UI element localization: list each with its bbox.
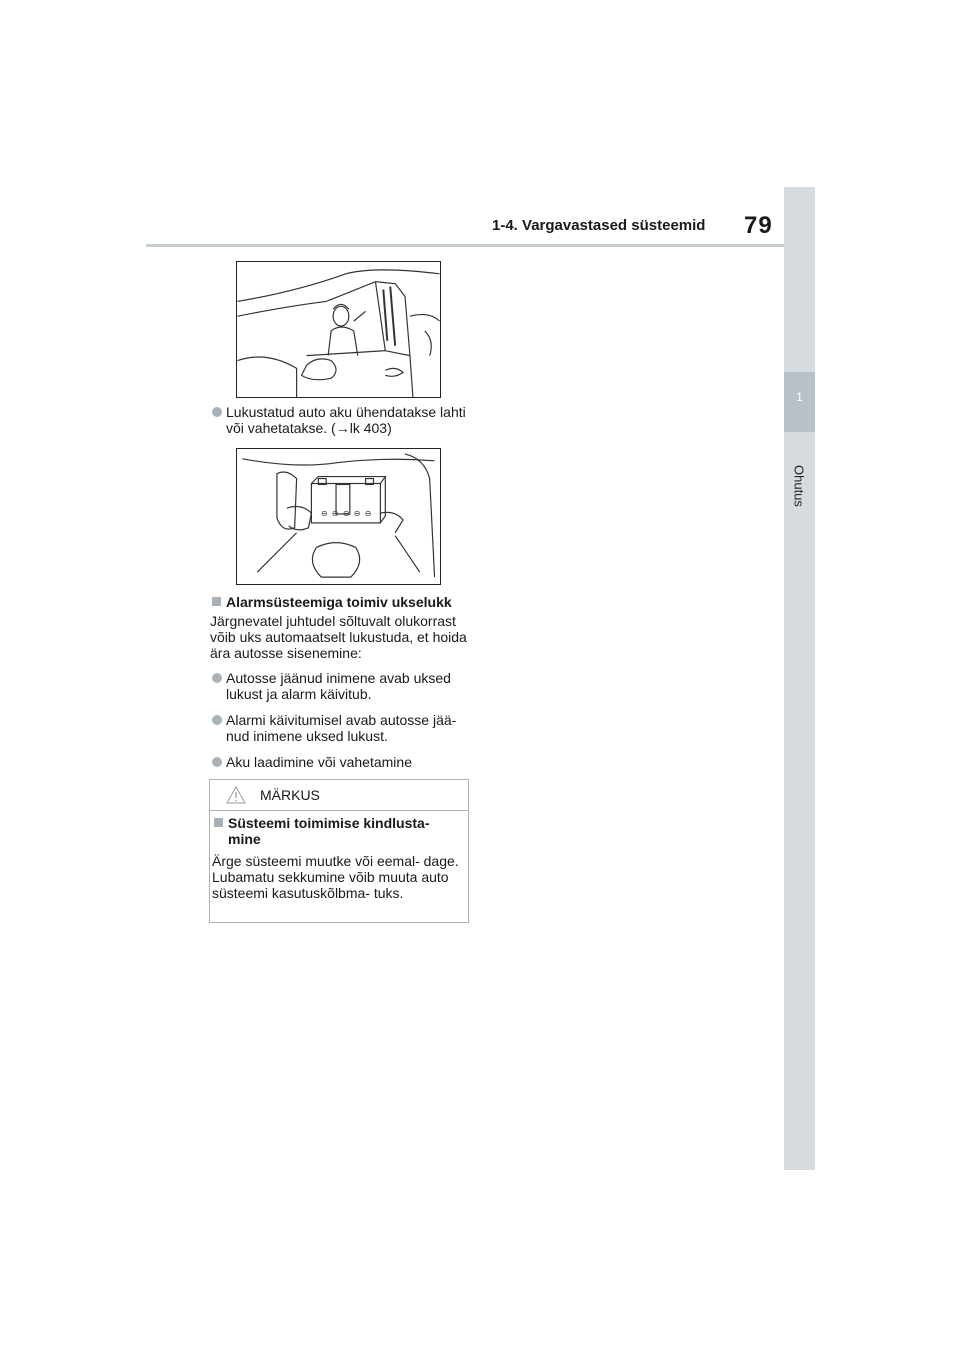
bullet-dot-icon: [212, 673, 222, 683]
square-bullet-icon: [214, 818, 223, 827]
battery-replacement-illustration: [236, 448, 441, 585]
chapter-number: 1: [796, 390, 803, 404]
section-heading: Alarmsüsteemiga toimiv ukselukk: [226, 594, 452, 610]
list-item: [210, 670, 470, 702]
bullet-dot-icon: [212, 715, 222, 725]
bullet-text: Alarmi käivitumisel avab autosse jää- nud inimene uksed lukust.: [226, 712, 457, 744]
note-text: Ärge süsteemi muutke või eemal- dage. Lubamatu sekkumine võib muuta auto süsteemi kasutuskõlbma- tuks.: [212, 853, 459, 901]
warning-triangle-icon: [226, 786, 246, 804]
alarm-door-lock-section: [210, 594, 470, 770]
note-heading: Süsteemi toimimise kindlusta- mine: [228, 815, 430, 847]
chapter-side-tab: [784, 187, 815, 1170]
battery-disconnect-bullet: [210, 404, 470, 436]
header-divider: [146, 244, 784, 247]
list-item: [210, 712, 470, 744]
list-item: [210, 754, 470, 770]
note-header: [210, 780, 468, 811]
note-box: [209, 779, 469, 923]
note-label: MÄRKUS: [260, 787, 320, 803]
person-in-car-illustration: [236, 261, 441, 398]
bullet-text: Aku laadimine või vahetamine: [226, 754, 412, 770]
page-number: 79: [744, 212, 773, 239]
square-bullet-icon: [212, 597, 221, 606]
bullet-text: Lukustatud auto aku ühendatakse lahti või vahetatakse. (→lk 403): [226, 404, 466, 436]
bullet-dot-icon: [212, 757, 222, 767]
chapter-name: Ohutus: [791, 465, 807, 507]
bullet-text: Autosse jäänud inimene avab uksed lukust ja alarm käivitub.: [226, 670, 451, 702]
bullet-dot-icon: [212, 407, 222, 417]
battery-terminals: ⊖ ⊖ ⊖ ⊖ ⊖: [321, 509, 373, 518]
section-paragraph: Järgnevatel juhtudel sõltuvalt olukorrast võib uks automaatselt lukustuda, et hoida ära autosse sisenemine:: [210, 613, 467, 661]
section-title: 1-4. Vargavastased süsteemid: [492, 217, 706, 234]
